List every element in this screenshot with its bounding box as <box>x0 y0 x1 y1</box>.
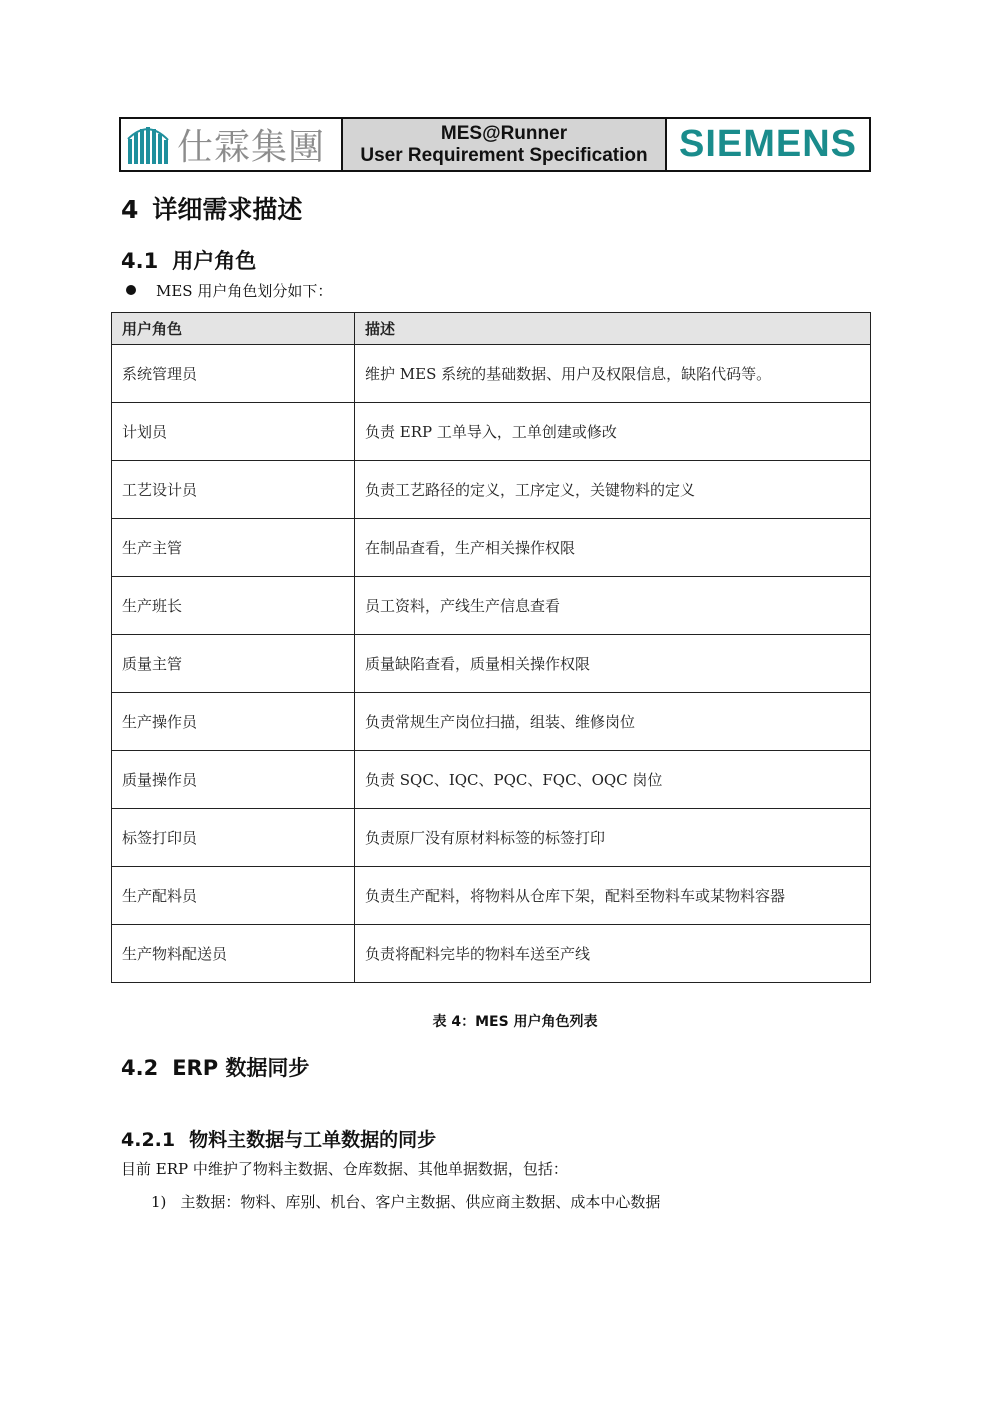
table-row <box>112 403 871 461</box>
section-number: 4.1 <box>121 249 159 273</box>
section-title: 物料主数据与工单数据的同步 <box>189 1129 437 1151</box>
section-4-2-1-heading <box>121 1125 436 1152</box>
section-4-1-heading <box>121 245 256 275</box>
section-number: 4 <box>121 195 139 224</box>
list-item <box>151 1191 660 1212</box>
document-type: User Requirement Specification <box>360 144 648 166</box>
description-cell: 员工资料，产线生产信息查看 <box>355 577 871 635</box>
role-cell: 质量操作员 <box>112 751 355 809</box>
column-header-role: 用户角色 <box>112 313 355 345</box>
brand-logo <box>667 119 869 170</box>
description-cell: 负责生产配料，将物料从仓库下架，配料至物料车或某物料容器 <box>355 867 871 925</box>
description-cell: 负责将配料完毕的物料车送至产线 <box>355 925 871 983</box>
brand-name: SIEMENS <box>678 123 858 165</box>
description-cell: 负责常规生产岗位扫描，组装、维修岗位 <box>355 693 871 751</box>
description-cell: 质量缺陷查看，质量相关操作权限 <box>355 635 871 693</box>
section-number: 4.2.1 <box>121 1129 176 1151</box>
role-cell: 生产班长 <box>112 577 355 635</box>
role-cell: 标签打印员 <box>112 809 355 867</box>
role-cell: 生产主管 <box>112 519 355 577</box>
table-row <box>112 461 871 519</box>
role-cell: 生产操作员 <box>112 693 355 751</box>
company-logo <box>121 119 343 170</box>
bullet-item <box>126 280 332 301</box>
description-cell: 负责 ERP 工单导入，工单创建或修改 <box>355 403 871 461</box>
role-cell: 系统管理员 <box>112 345 355 403</box>
table-row <box>112 693 871 751</box>
user-roles-table <box>111 312 871 983</box>
description-cell: 负责工艺路径的定义，工序定义，关键物料的定义 <box>355 461 871 519</box>
section-title: 用户角色 <box>172 249 257 273</box>
role-cell: 质量主管 <box>112 635 355 693</box>
section-title: ERP 数据同步 <box>172 1056 310 1080</box>
table-row <box>112 867 871 925</box>
list-text: 主数据：物料、库别、机台、客户主数据、供应商主数据、成本中心数据 <box>180 1193 661 1211</box>
company-logo-icon <box>127 125 169 165</box>
table-row <box>112 345 871 403</box>
section-title: 详细需求描述 <box>152 195 303 224</box>
role-cell: 生产配料员 <box>112 867 355 925</box>
description-cell: 负责原厂没有原材料标签的标签打印 <box>355 809 871 867</box>
product-name: MES@Runner <box>440 122 568 144</box>
list-marker: 1) <box>151 1193 167 1211</box>
description-cell: 维护 MES 系统的基础数据、用户及权限信息，缺陷代码等。 <box>355 345 871 403</box>
bullet-icon <box>126 285 136 295</box>
company-name: 仕霖集團 <box>177 127 326 168</box>
table-caption: 表 4：MES 用户角色列表 <box>432 1014 598 1030</box>
table-header-row <box>112 313 871 345</box>
role-cell: 生产物料配送员 <box>112 925 355 983</box>
table-row <box>112 577 871 635</box>
document-title-block <box>343 119 667 170</box>
body-paragraph: 目前 ERP 中维护了物料主数据、仓库数据、其他单据数据，包括： <box>121 1160 568 1178</box>
section-4-heading <box>121 190 302 226</box>
document-header <box>119 117 871 172</box>
description-cell: 在制品查看，生产相关操作权限 <box>355 519 871 577</box>
section-4-2-heading <box>121 1052 309 1082</box>
table-row <box>112 519 871 577</box>
section-number: 4.2 <box>121 1056 159 1080</box>
table-row <box>112 751 871 809</box>
table-row <box>112 635 871 693</box>
bullet-text: MES 用户角色划分如下： <box>156 282 333 300</box>
table-row <box>112 925 871 983</box>
role-cell: 工艺设计员 <box>112 461 355 519</box>
column-header-description: 描述 <box>355 313 871 345</box>
role-cell: 计划员 <box>112 403 355 461</box>
description-cell: 负责 SQC、IQC、PQC、FQC、OQC 岗位 <box>355 751 871 809</box>
table-row <box>112 809 871 867</box>
